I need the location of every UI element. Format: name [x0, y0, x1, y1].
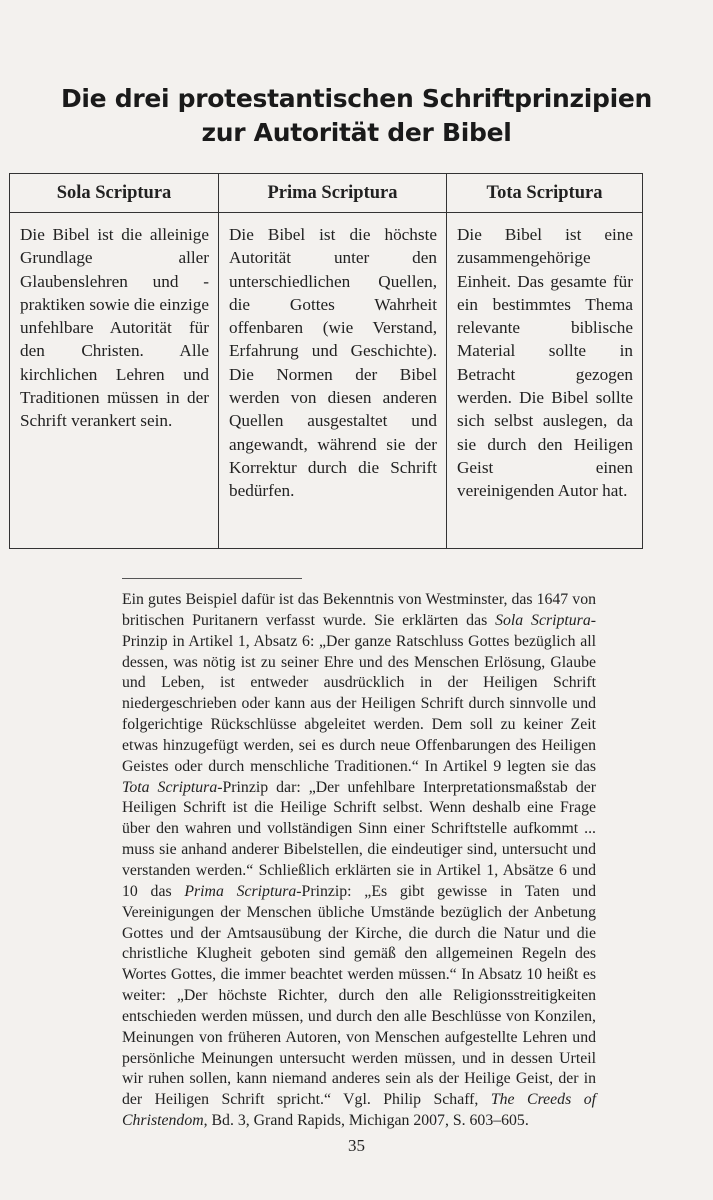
- cell-tota-scriptura: Die Bibel ist eine zusammengehörige Einheit. Das gesamte für ein bestimmtes Thema relevante biblische Material sollte in Betracht gezogen werden. Die Bibel sollte sich selbst auslegen, da sie durch den Heiligen Geist einen vereinigenden Autor hat.: [447, 213, 643, 549]
- page-number: 35: [348, 1136, 365, 1155]
- footnote-text-2: -Prinzip in Artikel 1, Absatz 6: „Der ganze Ratschluss Gottes bezüglich all dessen, was nötig ist zu seiner Ehre und des Menschen Erlösung, Glaube und Leben, ist entweder ausdrücklich in der Heiligen Schrift niedergeschrieben oder kann aus der Heiligen Schrift durch sinnvolle und folgerichtige Rückschlüsse abgeleitet werden. Dem soll zu keiner Zeit etwas hinzugefügt werden, sei es durch neue Offenbarungen des Heiligen Geistes oder durch menschliche Traditionen.“ In Artikel 9 legten sie das: [122, 611, 596, 775]
- cell-prima-scriptura: Die Bibel ist die höchste Autorität unter den unterschiedlichen Quellen, die Gottes Wahrheit offenbaren (wie Verstand, Erfahrung und Geschichte). Die Normen der Bibel werden von diesen anderen Quellen ausgestaltet und angewandt, während sie der Korrektur durch die Schrift bedürfen.: [219, 213, 447, 549]
- footnote-text-4: -Prinzip: „Es gibt gewisse in Taten und Vereinigungen der Menschen übliche Umstände bezüglich der Anbetung Gottes und der Amtsausübung der Kirche, die durch die Natur und die christliche Klugheit geboten sind gemäß den allgemeinen Regeln des Wortes Gottes, die immer beachtet werden müssen.“ In Absatz 10 heißt es weiter: „Der höchste Richter, durch den alle Religionsstreitigkeiten entschieden werden müssen, und durch den alle Beschlüsse von Konzilen, Meinungen von früheren Autoren, von Menschen aufgestellte Lehren und persönliche Meinungen untersucht werden müssen, und in dessen Urteil wir ruhen sollen, kann niemand anderes sein als der Heilige Geist, der in der Heiligen Schrift spricht.“ Vgl. Philip Schaff,: [122, 882, 596, 1109]
- header-sola-scriptura: Sola Scriptura: [10, 174, 219, 213]
- cell-sola-scriptura: Die Bibel ist die alleinige Grundlage aller Glaubenslehren und -praktiken sowie die einzige unfehlbare Autorität für den Christen. Alle kirchlichen Lehren und Traditionen müssen in der Schrift verankert sein.: [10, 213, 219, 549]
- footnote-emphasis-prima: Prima Scriptura: [184, 882, 297, 900]
- header-tota-scriptura: Tota Scriptura: [447, 174, 643, 213]
- page-title: [30, 82, 683, 150]
- table-header-row: [10, 174, 643, 213]
- title-line-1: Die drei protestantischen Schriftprinzipien: [60, 84, 653, 113]
- footnote-emphasis-book-title: The Creeds of Christendom: [122, 1091, 596, 1130]
- header-prima-scriptura: Prima Scriptura: [219, 174, 447, 213]
- footnote-text-3: -Prinzip dar: „Der unfehlbare Interpretationsmaßstab der Heiligen Schrift ist die Heilige Schrift selbst. Wenn deshalb eine Frage über den wahren und vollständigen Sinn einer Schriftstelle aufkommt ... muss sie anhand anderer Bibelstellen, die eindeutiger sind, untersucht und verstanden werden.“ Schließlich erklärten sie in Artikel 1, Absätze 6 und 10 das: [122, 778, 596, 900]
- footnote: [122, 590, 596, 1132]
- footnote-emphasis-sola: Sola Scriptura: [495, 611, 591, 629]
- footnote-text-5: , Bd. 3, Grand Rapids, Michigan 2007, S. 603–605.: [203, 1112, 529, 1130]
- footnote-emphasis-tota: Tota Scriptura: [122, 778, 218, 796]
- footnote-text-1: Ein gutes Beispiel dafür ist das Bekenntnis von Westminster, das 1647 von britischen Puritanern verfasst wurde. Sie erklärten das: [122, 591, 596, 629]
- principles-table: [9, 173, 643, 549]
- footnote-divider: [122, 578, 302, 579]
- title-line-2: zur Autorität der Bibel: [201, 118, 512, 147]
- table-row: [10, 213, 643, 549]
